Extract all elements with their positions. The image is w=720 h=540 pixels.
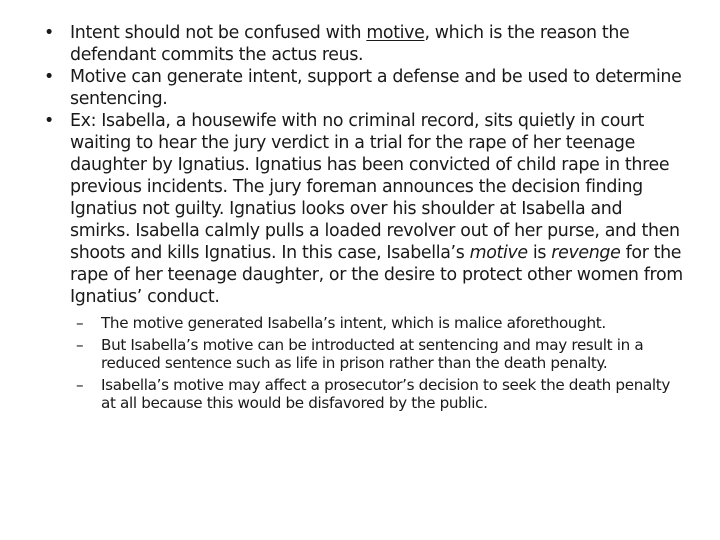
bullet-text: Motive can generate intent, support a defense and be used to determine sentencing. [70, 67, 682, 109]
bullet-marker: • [44, 111, 54, 131]
underlined-term-motive: motive [366, 23, 425, 43]
dash-marker: – [76, 335, 84, 354]
bullet-list [44, 22, 684, 416]
sub-bullet-item [76, 336, 684, 373]
bullet-item-example [44, 110, 684, 413]
italic-term-motive: motive [469, 243, 528, 263]
sub-bullet-item [76, 314, 684, 333]
sub-bullet-text: But Isabella’s motive can be introducted at sentencing and may result in a reduced sentence such as life in prison rather than the death penalty. [101, 335, 644, 372]
bullet-marker: • [44, 23, 54, 43]
sub-bullet-list [76, 314, 684, 413]
bullet-text: Intent should not be confused with [70, 23, 367, 43]
bullet-marker: • [44, 67, 54, 87]
bullet-item-motive-generates-intent [44, 66, 684, 110]
dash-marker: – [76, 375, 84, 394]
sub-bullet-text: The motive generated Isabella’s intent, which is malice aforethought. [101, 314, 606, 332]
bullet-item-intent-vs-motive [44, 22, 684, 66]
bullet-text-continued: , which is the reason the defendant commits the actus reus. [70, 23, 630, 65]
dash-marker: – [76, 314, 84, 332]
sub-bullet-text: Isabella’s motive may affect a prosecutor’s decision to seek the death penalty at all because this would be disfavored by the public. [101, 375, 671, 412]
italic-term-revenge: revenge [551, 243, 621, 263]
bullet-text-continued: for the rape of her teenage daughter, or the desire to protect other women from Ignatius’ conduct. [70, 243, 683, 307]
bullet-text-is: is [527, 243, 552, 263]
sub-bullet-item [76, 376, 684, 413]
bullet-text: Ex: Isabella, a housewife with no criminal record, sits quietly in court waiting to hear the jury verdict in a trial for the rape of her teenage daughter by Ignatius. Ignatius has been convicted of child rape in three previous incidents. The jury foreman announces the decision finding Ignatius not guilty. Ignatius looks over his shoulder at Isabella and smirks. Isabella calmly pulls a loaded revolver out of her purse, and then shoots and kills Ignatius. In this case, Isabella’s [70, 111, 680, 263]
